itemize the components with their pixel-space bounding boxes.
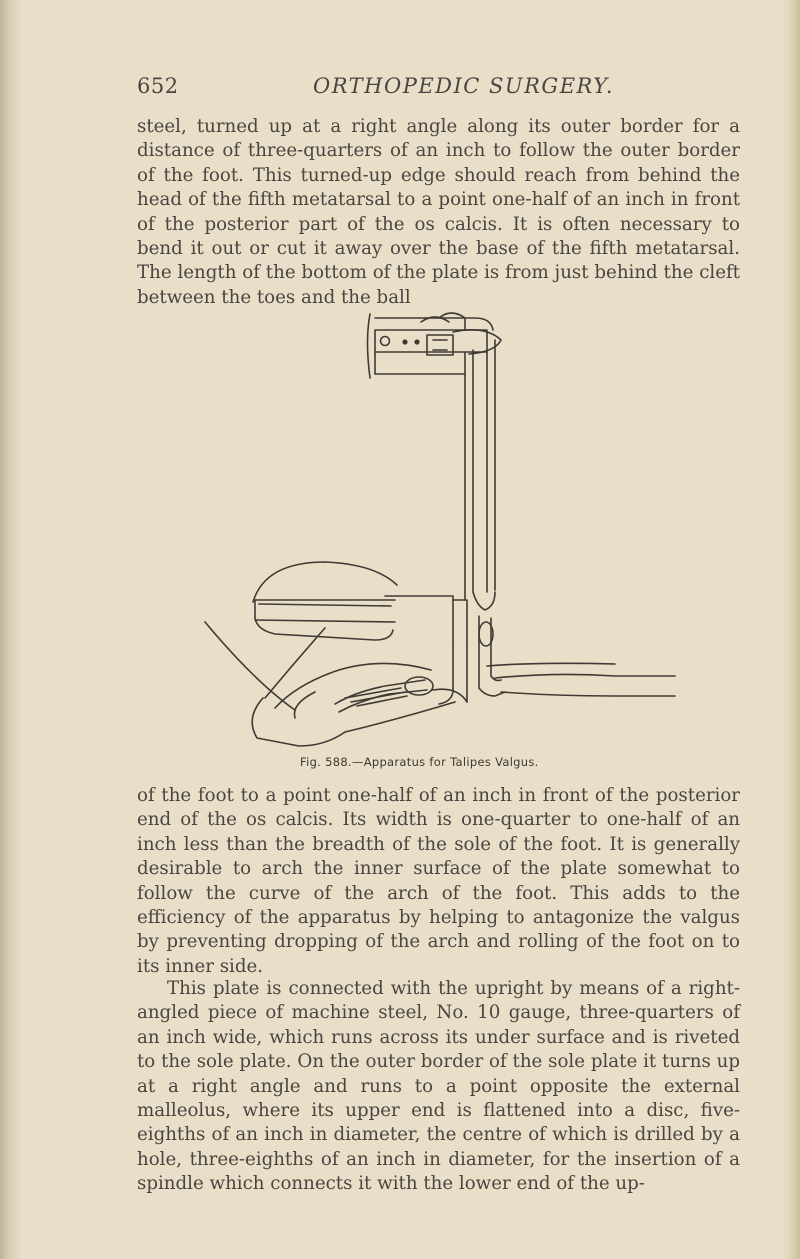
paragraph-1: steel, turned up at a right angle along its outer border for a distance of three-quarters of an inch to follow the outer border of the foot. This turned-up edge should reach from behind the head of the fifth metatarsal to a point one-half of an inch in front of the posterior part of the os calcis. It is often necessary to bend it out or cut it away over the base of the fifth metatarsal. The length of the bottom of the plate is from just behind the cleft between the toes and the ball <box>137 116 740 308</box>
paragraph-3: This plate is connected with the upright by means of a right-angled piece of machine steel, No. 10 gauge, three-quarters of an inch wide, which runs across its under surface and is riveted to the sole plate. On the outer border of the sole plate it turns up at a right angle and runs to a point opposite the external malleolus, where its upper end is flattened into a disc, five-eighths of an inch in diameter, the centre of which is drilled by a hole, three-eighths of an inch in diameter, for the insertion of a spindle which connects it with the lower end of the up- <box>137 978 740 1195</box>
page-edge-left <box>0 0 22 1259</box>
figure-apparatus <box>195 300 775 750</box>
orthopedic-brace-illustration <box>195 300 775 750</box>
page-number: 652 <box>137 74 179 98</box>
figure-caption: Fig. 588.—Apparatus for Talipes Valgus. <box>300 755 539 769</box>
page-edge-right <box>782 0 800 1259</box>
running-title: ORTHOPEDIC SURGERY. <box>313 74 615 98</box>
page-header <box>137 74 757 108</box>
paragraph-2: of the foot to a point one-half of an inch in front of the posterior end of the os calcis. Its width is one-quarter to one-half of an inch less than the breadth of the sole of the foot. It is generally desirable to arch the inner surface of the plate somewhat to follow the curve of the arch of the foot. This adds to the efficiency of the apparatus by helping to antagonize the valgus by preventing dropping of the arch and rolling of the foot on to its inner side. <box>137 785 740 977</box>
